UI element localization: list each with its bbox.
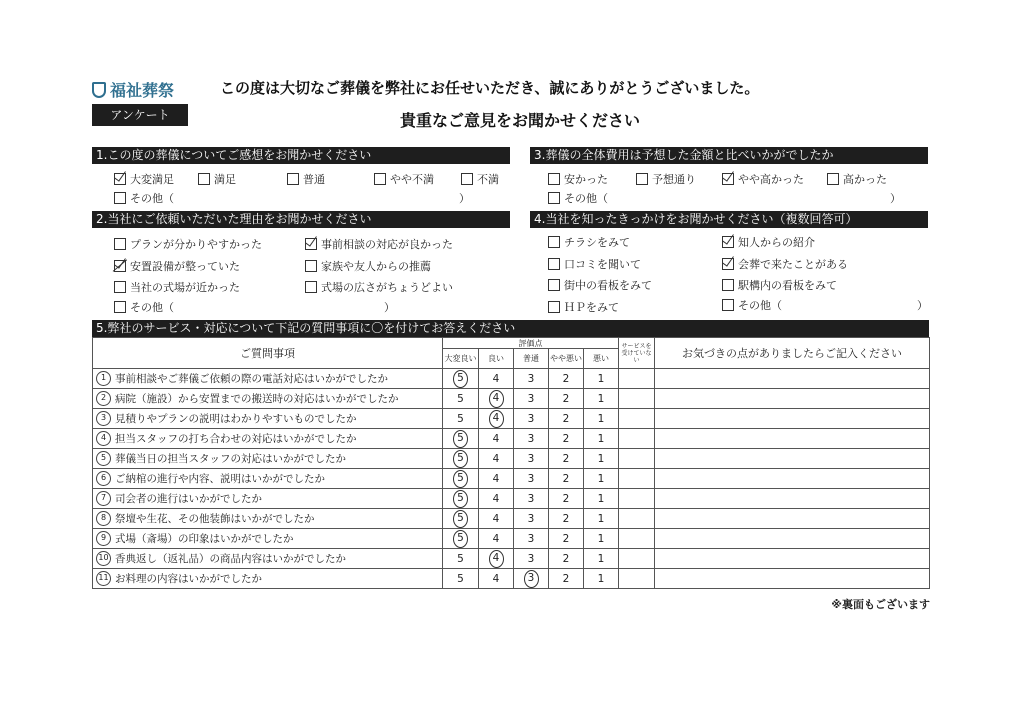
table-row [93,549,930,569]
checked-checkbox[interactable] [722,258,734,270]
table-row [93,369,930,389]
q2-option[interactable] [114,236,262,252]
q1-option[interactable] [461,171,499,187]
score-cell[interactable] [443,489,479,509]
option-label: 予想通り [652,173,696,186]
score-cell[interactable] [584,529,619,549]
score-value: 2 [562,452,570,465]
score-cell[interactable] [514,509,549,529]
score-cell[interactable] [549,509,584,529]
selected-score: 5 [453,370,468,388]
checkbox[interactable] [114,192,126,204]
score-value: 4 [492,492,500,505]
comment-cell[interactable] [655,549,930,569]
score-cell[interactable] [514,529,549,549]
table-row [93,449,930,469]
no-service-cell[interactable] [619,569,655,589]
score-cell[interactable] [514,549,549,569]
option-label: 高かった [843,173,887,186]
no-service-cell[interactable] [619,529,655,549]
score-cell[interactable] [479,389,514,409]
no-service-cell[interactable] [619,449,655,469]
thanks-message: この度は大切なご葬儀を弊社にお任せいただき、誠にありがとうございました。 [220,79,760,97]
q1-other-label: その他（ [130,192,174,205]
table-row [93,389,930,409]
option-label: 普通 [303,173,325,186]
q2-option[interactable] [305,279,453,295]
selected-score: 5 [453,450,468,468]
question-number: 3 [96,411,111,426]
checkbox[interactable] [287,173,299,185]
option-label: やや高かった [738,173,804,186]
score-cell[interactable] [443,509,479,529]
question-number: 6 [96,471,111,486]
q2-other-close: ） [384,301,395,314]
checkbox[interactable] [548,236,560,248]
score-value: 1 [597,472,605,485]
question-text: 葬儀当日の担当スタッフの対応はいかがでしたか [115,452,346,465]
q4-option[interactable] [722,256,848,272]
question-text: 司会者の進行はいかがでしたか [115,492,262,505]
checkbox[interactable] [548,258,560,270]
score-value: 1 [597,372,605,385]
q1-option[interactable] [198,171,236,187]
section-1-title: 1.この度の葬儀についてご感想をお聞かせください [92,147,510,164]
score-cell[interactable] [584,369,619,389]
comment-cell[interactable] [655,389,930,409]
comment-cell[interactable] [655,569,930,589]
section-2-title: 2.当社にご依頼いただいた理由をお聞かせください [92,211,510,228]
score-cell[interactable] [479,509,514,529]
question-number: 11 [96,571,111,586]
score-cell[interactable] [514,489,549,509]
score-cell[interactable] [584,489,619,509]
option-label: プランが分かりやすかった [130,238,262,251]
q4-option[interactable] [548,234,630,250]
score-value: 1 [597,512,605,525]
q4-other-close: ） [917,299,928,312]
score-value: 2 [562,572,570,585]
checkbox[interactable] [305,281,317,293]
scale-header: 大変良い [443,349,479,369]
checkbox[interactable] [305,260,317,272]
comment-cell[interactable] [655,489,930,509]
checked-checkbox[interactable] [722,173,734,185]
score-cell[interactable] [584,449,619,469]
comment-cell[interactable] [655,409,930,429]
question-text: 病院（施設）から安置までの搬送時の対応はいかがでしたか [115,392,399,405]
score-cell[interactable] [479,489,514,509]
checked-checkbox[interactable] [114,173,126,185]
score-value: 4 [492,532,500,545]
score-value: 4 [492,432,500,445]
q2-option[interactable] [114,258,240,274]
checkbox[interactable] [461,173,473,185]
score-value: 5 [457,572,464,585]
score-cell[interactable] [584,429,619,449]
score-cell[interactable] [479,569,514,589]
scale-header: 良い [479,349,514,369]
score-value: 3 [527,452,535,465]
scale-header: 普通 [514,349,549,369]
table-row [93,469,930,489]
no-service-cell[interactable] [619,489,655,509]
score-value: 1 [597,492,605,505]
question-number: 1 [96,371,111,386]
checked-checkbox[interactable] [114,260,126,272]
checkbox[interactable] [374,173,386,185]
question-text: お料理の内容はいかがでしたか [115,572,262,585]
selected-score: 5 [453,470,468,488]
score-value: 2 [562,412,570,425]
q2-option[interactable] [305,258,431,274]
q2-other-label: その他（ [130,301,174,314]
no-service-cell[interactable] [619,549,655,569]
score-cell[interactable] [479,529,514,549]
score-value: 1 [597,412,605,425]
score-cell[interactable] [584,569,619,589]
question-number: 5 [96,451,111,466]
option-label: 駅構内の看板をみて [738,279,837,292]
option-label: 式場の広さがちょうどよい [321,281,453,294]
scale-header: やや悪い [549,349,584,369]
score-value: 4 [492,572,500,585]
score-value: 1 [597,552,605,565]
score-cell[interactable] [584,409,619,429]
score-value: 3 [527,532,535,545]
option-label: 安置設備が整っていた [130,260,240,273]
score-cell[interactable] [443,369,479,389]
option-label: 口コミを聞いて [564,258,641,271]
survey-badge: アンケート [92,104,188,126]
checkbox[interactable] [114,281,126,293]
score-cell[interactable] [479,549,514,569]
score-value: 2 [562,392,570,405]
score-value: 3 [527,492,535,505]
checkbox[interactable] [722,299,734,311]
score-value: 3 [527,372,535,385]
no-service-cell[interactable] [619,409,655,429]
comment-cell[interactable] [655,509,930,529]
question-cell [93,529,443,549]
option-label: 知人からの紹介 [738,236,815,249]
checkbox[interactable] [114,301,126,313]
selected-score: 5 [453,510,468,528]
score-cell[interactable] [514,469,549,489]
score-cell[interactable] [584,509,619,529]
score-cell[interactable] [549,569,584,589]
q1-other-close: ） [459,192,470,205]
table-row [93,409,930,429]
option-label: やや不満 [390,173,434,186]
question-text: 担当スタッフの打ち合わせの対応はいかがでしたか [115,432,357,445]
q3-option[interactable] [722,171,804,187]
score-value: 1 [597,392,605,405]
score-cell[interactable] [514,389,549,409]
q1-option[interactable] [374,171,434,187]
question-number: 8 [96,511,111,526]
section-3-title: 3.葬儀の全体費用は予想した金額と比べいかがでしたか [530,147,928,164]
option-label: 当社の式場が近かった [130,281,240,294]
question-cell [93,409,443,429]
table-row [93,489,930,509]
score-cell[interactable] [443,409,479,429]
q2-option[interactable] [305,236,453,252]
q1-other-option[interactable] [114,190,174,206]
selected-score: 4 [489,410,504,428]
checkbox[interactable] [114,238,126,250]
score-value: 1 [597,572,605,585]
scale-header: 悪い [584,349,619,369]
score-cell[interactable] [549,489,584,509]
score-cell[interactable] [549,469,584,489]
score-value: 2 [562,472,570,485]
q4-option[interactable] [722,277,837,293]
q4-option[interactable] [722,234,815,250]
score-value: 3 [527,552,535,565]
checkbox[interactable] [827,173,839,185]
score-cell[interactable] [549,549,584,569]
footer-note: ※裏面もございます [831,598,930,611]
question-text: 香典返し（返礼品）の商品内容はいかがでしたか [115,552,346,565]
score-cell[interactable] [443,549,479,569]
question-text: 式場（斎場）の印象はいかがでしたか [115,532,294,545]
checkbox[interactable] [548,279,560,291]
column-header-comment: お気づきの点がありましたらご記入ください [655,338,930,369]
question-cell [93,469,443,489]
comment-cell[interactable] [655,449,930,469]
question-text: ご納棺の進行や内容、説明はいかがでしたか [115,472,325,485]
option-label: 家族や友人からの推薦 [321,260,431,273]
checkbox[interactable] [548,301,560,313]
score-value: 1 [597,432,605,445]
comment-cell[interactable] [655,469,930,489]
option-label: 街中の看板をみて [564,279,652,292]
score-value: 3 [527,392,535,405]
question-text: 事前相談やご葬儀ご依頼の際の電話対応はいかがでしたか [115,372,388,385]
score-value: 2 [562,512,570,525]
score-value: 4 [492,372,500,385]
checked-checkbox[interactable] [722,236,734,248]
no-service-cell[interactable] [619,509,655,529]
score-value: 2 [562,492,570,505]
q1-option[interactable] [287,171,325,187]
score-value: 2 [562,552,570,565]
question-cell [93,389,443,409]
score-cell[interactable] [514,429,549,449]
section-4-title: 4.当社を知ったきっかけをお聞かせください（複数回答可） [530,211,928,228]
score-cell[interactable] [479,469,514,489]
score-cell[interactable] [549,409,584,429]
selected-score: 4 [489,550,504,568]
q4-option[interactable] [548,256,641,272]
score-cell[interactable] [514,369,549,389]
checkbox[interactable] [548,192,560,204]
question-number: 2 [96,391,111,406]
no-service-cell[interactable] [619,389,655,409]
no-service-cell[interactable] [619,369,655,389]
option-label: 事前相談の対応が良かった [321,238,453,251]
score-cell[interactable] [549,449,584,469]
option-label: チラシをみて [564,236,630,249]
score-value: 3 [527,472,535,485]
question-number: 4 [96,431,111,446]
score-value: 5 [457,392,464,405]
comment-cell[interactable] [655,529,930,549]
score-value: 5 [457,412,464,425]
score-cell[interactable] [584,389,619,409]
rating-table [92,337,930,589]
rating-body [93,369,930,589]
score-cell[interactable] [514,449,549,469]
score-value: 3 [527,432,535,445]
selected-score: 5 [453,430,468,448]
score-value: 1 [597,532,605,545]
score-cell[interactable] [479,429,514,449]
question-text: 見積りやプランの説明はわかりやすいものでしたか [115,412,357,425]
score-cell[interactable] [443,389,479,409]
table-row [93,429,930,449]
score-cell[interactable] [443,449,479,469]
q4-other-label: その他（ [738,299,782,312]
score-cell[interactable] [514,569,549,589]
option-label: 不満 [477,173,499,186]
question-number: 9 [96,531,111,546]
score-cell[interactable] [443,569,479,589]
score-value: 2 [562,372,570,385]
q3-other-close: ） [890,192,901,205]
score-cell[interactable] [584,469,619,489]
checkbox[interactable] [198,173,210,185]
column-header-question: ご質問事項 [93,338,443,369]
q4-other-option[interactable] [722,297,782,313]
checkbox[interactable] [636,173,648,185]
q4-option[interactable] [548,277,652,293]
question-cell [93,489,443,509]
table-row [93,529,930,549]
q3-option[interactable] [548,171,608,187]
question-cell [93,549,443,569]
selected-score: 5 [453,530,468,548]
option-label: 会葬で来たことがある [738,258,848,271]
page-title: 貴重なご意見をお聞かせください [399,111,640,130]
score-cell[interactable] [549,529,584,549]
score-value: 2 [562,432,570,445]
score-cell[interactable] [514,409,549,429]
no-service-cell[interactable] [619,429,655,449]
score-cell[interactable] [479,449,514,469]
score-value: 4 [492,452,500,465]
option-label: 満足 [214,173,236,186]
brand-logo [92,78,174,101]
score-value: 5 [457,552,464,565]
score-cell[interactable] [443,529,479,549]
question-cell [93,509,443,529]
question-text: 祭壇や生花、その他装飾はいかがでしたか [115,512,315,525]
checkbox[interactable] [722,279,734,291]
q3-other-option[interactable] [548,190,608,206]
score-value: 4 [492,512,500,525]
question-cell [93,449,443,469]
selected-score: 3 [524,570,539,588]
question-cell [93,569,443,589]
score-cell[interactable] [443,469,479,489]
question-number: 7 [96,491,111,506]
comment-cell[interactable] [655,369,930,389]
question-cell [93,429,443,449]
score-value: 2 [562,532,570,545]
column-header-rating: 評価点 [443,338,619,349]
score-cell[interactable] [479,369,514,389]
selected-score: 5 [453,490,468,508]
score-value: 3 [527,412,535,425]
q3-option[interactable] [827,171,887,187]
score-cell[interactable] [549,389,584,409]
brand-name: 福祉葬祭 [110,81,175,100]
table-row [93,509,930,529]
q1-option[interactable] [114,171,174,187]
selected-score: 4 [489,390,504,408]
score-value: 4 [492,472,500,485]
shield-icon [92,82,106,98]
q3-option[interactable] [636,171,696,187]
no-service-cell[interactable] [619,469,655,489]
score-cell[interactable] [443,429,479,449]
checked-checkbox[interactable] [305,238,317,250]
option-label: 大変満足 [130,173,174,186]
score-value: 3 [527,512,535,525]
section-5-title: 5.弊社のサービス・対応について下記の質問事項に〇を付けてお答えください [92,320,929,337]
score-cell[interactable] [584,549,619,569]
q3-other-label: その他（ [564,192,608,205]
table-row [93,569,930,589]
score-cell[interactable] [549,369,584,389]
option-label: 安かった [564,173,608,186]
question-cell [93,369,443,389]
q2-other-option[interactable] [114,299,174,315]
question-number: 10 [96,551,111,566]
checkbox[interactable] [548,173,560,185]
q2-option[interactable] [114,279,240,295]
score-value: 1 [597,452,605,465]
q4-option[interactable] [548,299,619,315]
comment-cell[interactable] [655,429,930,449]
column-header-no-service: サービスを受けていない [619,338,655,369]
score-cell[interactable] [479,409,514,429]
option-label: ＨＰをみて [564,301,619,314]
score-cell[interactable] [549,429,584,449]
